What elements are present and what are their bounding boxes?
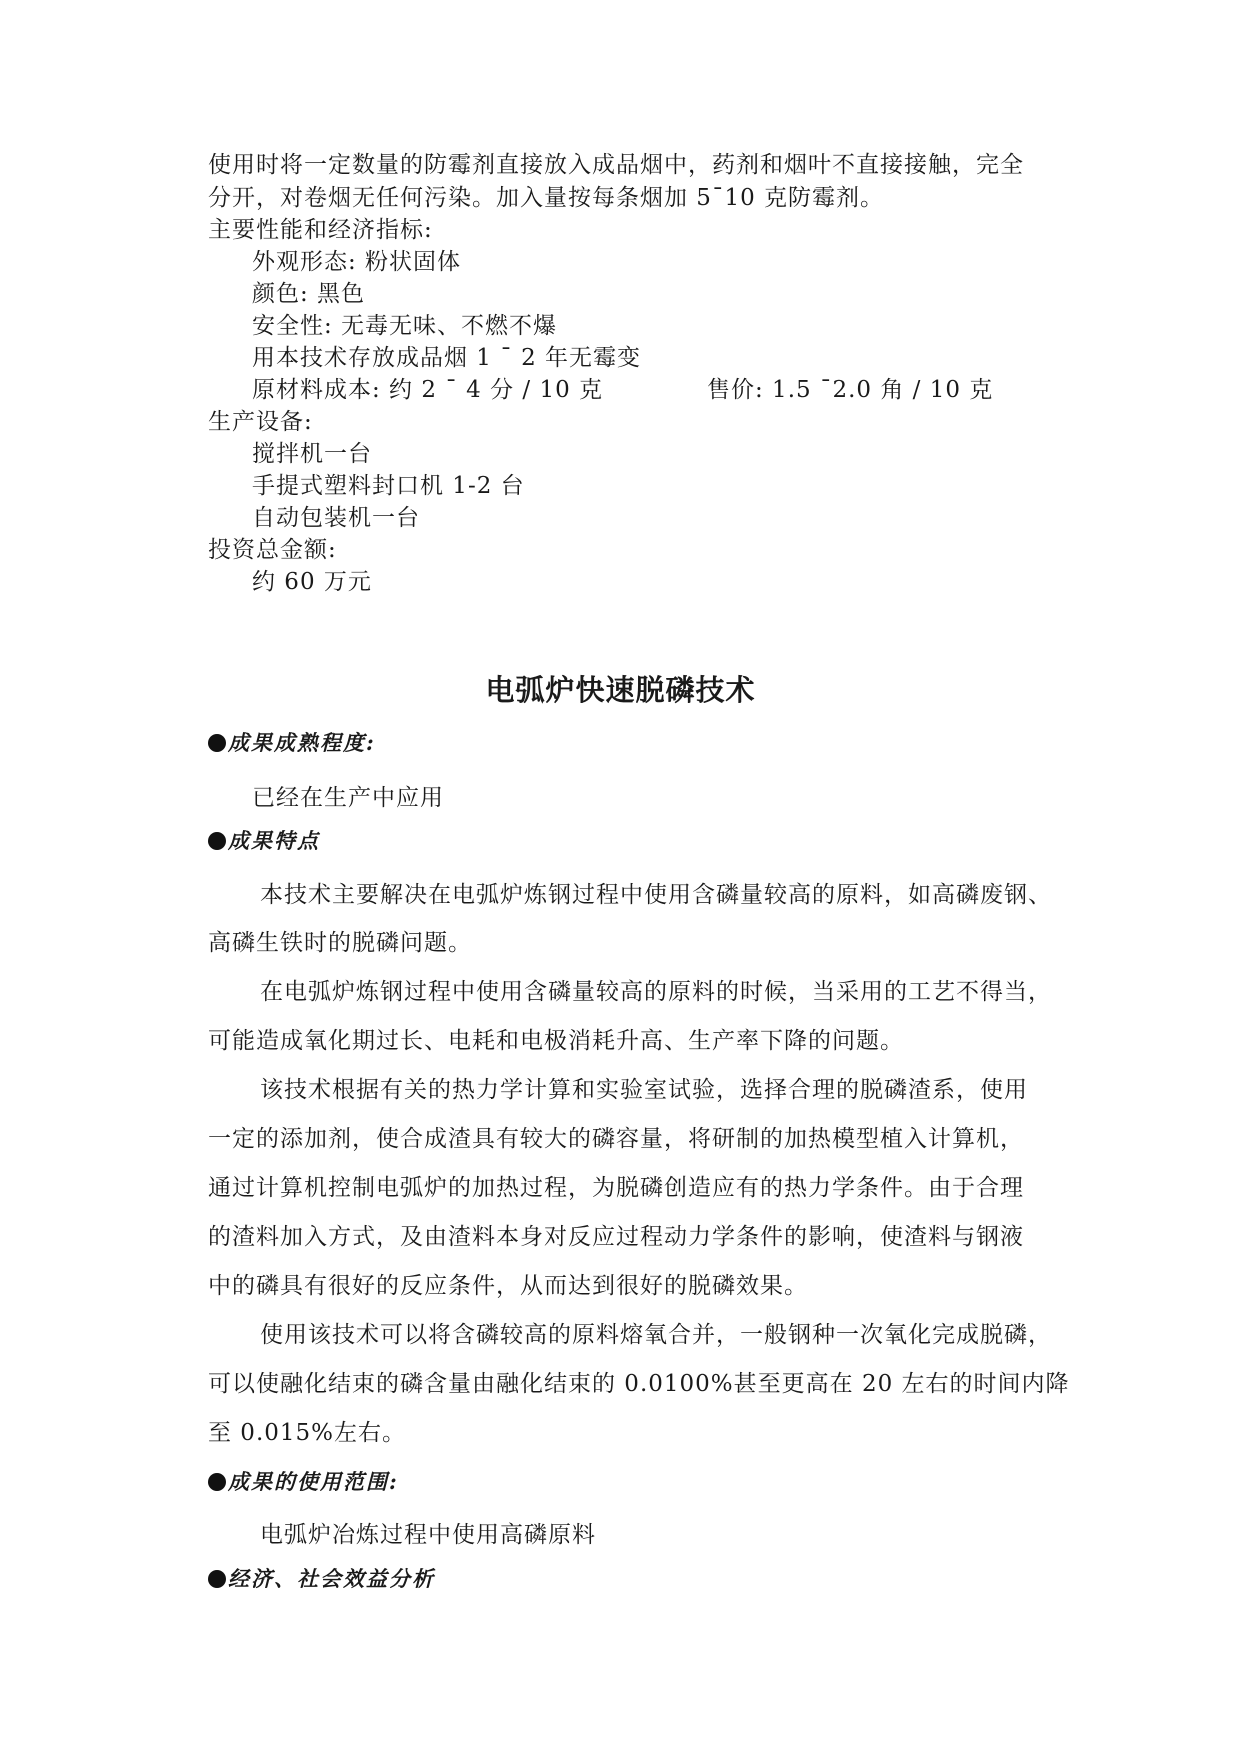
equipment-item: 手提式塑料封口机 1-2 台	[252, 473, 525, 499]
paragraph-line: 该技术根据有关的热力学计算和实验室试验，选择合理的脱磷渣系，使用	[260, 1077, 1028, 1103]
paragraph-line: 的渣料加入方式，及由渣料本身对反应过程动力学条件的影响，使渣料与钢液	[208, 1224, 1024, 1250]
paragraph-line: 可以使融化结束的磷含量由融化结束的 0.0100%甚至更高在 20 左右的时间内降	[208, 1371, 1070, 1397]
investment-heading: 投资总金额:	[208, 537, 337, 563]
performance-item: 原材料成本: 约 2 ¯ 4 分 / 10 克	[252, 377, 604, 403]
paragraph-line: 本技术主要解决在电弧炉炼钢过程中使用含磷量较高的原料，如高磷废钢、	[260, 882, 1052, 908]
intro-line: 分开，对卷烟无任何污染。加入量按每条烟加 5¯10 克防霉剂。	[208, 185, 885, 211]
benefit-heading	[208, 1564, 435, 1594]
investment-value: 约 60 万元	[252, 569, 372, 595]
performance-item: 颜色: 黑色	[252, 281, 366, 307]
maturity-label: 成果成熟程度:	[228, 730, 376, 755]
maturity-value: 已经在生产中应用	[252, 785, 444, 811]
equipment-item: 搅拌机一台	[252, 441, 372, 467]
section-title: 电弧炉快速脱磷技术	[485, 673, 756, 707]
performance-heading: 主要性能和经济指标:	[208, 217, 433, 243]
performance-item: 外观形态: 粉状固体	[252, 249, 462, 275]
scope-label: 成果的使用范围:	[228, 1469, 399, 1494]
bullet-dot-icon	[208, 1473, 226, 1491]
bullet-dot-icon	[208, 734, 226, 752]
performance-item: 安全性: 无毒无味、不燃不爆	[252, 313, 558, 339]
price-info: 售价: 1.5 ¯2.0 角 / 10 克	[707, 377, 994, 403]
equipment-heading: 生产设备:	[208, 409, 313, 435]
intro-line: 使用时将一定数量的防霉剂直接放入成品烟中，药剂和烟叶不直接接触，完全	[208, 152, 1024, 178]
maturity-heading	[208, 728, 376, 758]
equipment-item: 自动包装机一台	[252, 505, 420, 531]
features-label: 成果特点	[228, 828, 320, 853]
paragraph-line: 在电弧炉炼钢过程中使用含磷量较高的原料的时候，当采用的工艺不得当，	[260, 979, 1052, 1005]
scope-heading	[208, 1467, 399, 1497]
paragraph-line: 通过计算机控制电弧炉的加热过程，为脱磷创造应有的热力学条件。由于合理	[208, 1175, 1024, 1201]
features-heading	[208, 826, 320, 856]
paragraph-line: 高磷生铁时的脱磷问题。	[208, 930, 472, 956]
performance-item: 用本技术存放成品烟 1 ¯ 2 年无霉变	[252, 345, 642, 371]
paragraph-line: 至 0.015%左右。	[208, 1420, 407, 1446]
paragraph-line: 中的磷具有很好的反应条件，从而达到很好的脱磷效果。	[208, 1273, 808, 1299]
bullet-dot-icon	[208, 1570, 226, 1588]
paragraph-line: 一定的添加剂，使合成渣具有较大的磷容量，将研制的加热模型植入计算机，	[208, 1126, 1024, 1152]
paragraph-line: 可能造成氧化期过长、电耗和电极消耗升高、生产率下降的问题。	[208, 1028, 904, 1054]
bullet-dot-icon	[208, 832, 226, 850]
benefit-label: 经济、社会效益分析	[228, 1566, 435, 1591]
scope-value: 电弧炉冶炼过程中使用高磷原料	[260, 1522, 596, 1548]
paragraph-line: 使用该技术可以将含磷较高的原料熔氧合并，一般钢种一次氧化完成脱磷，	[260, 1322, 1052, 1348]
